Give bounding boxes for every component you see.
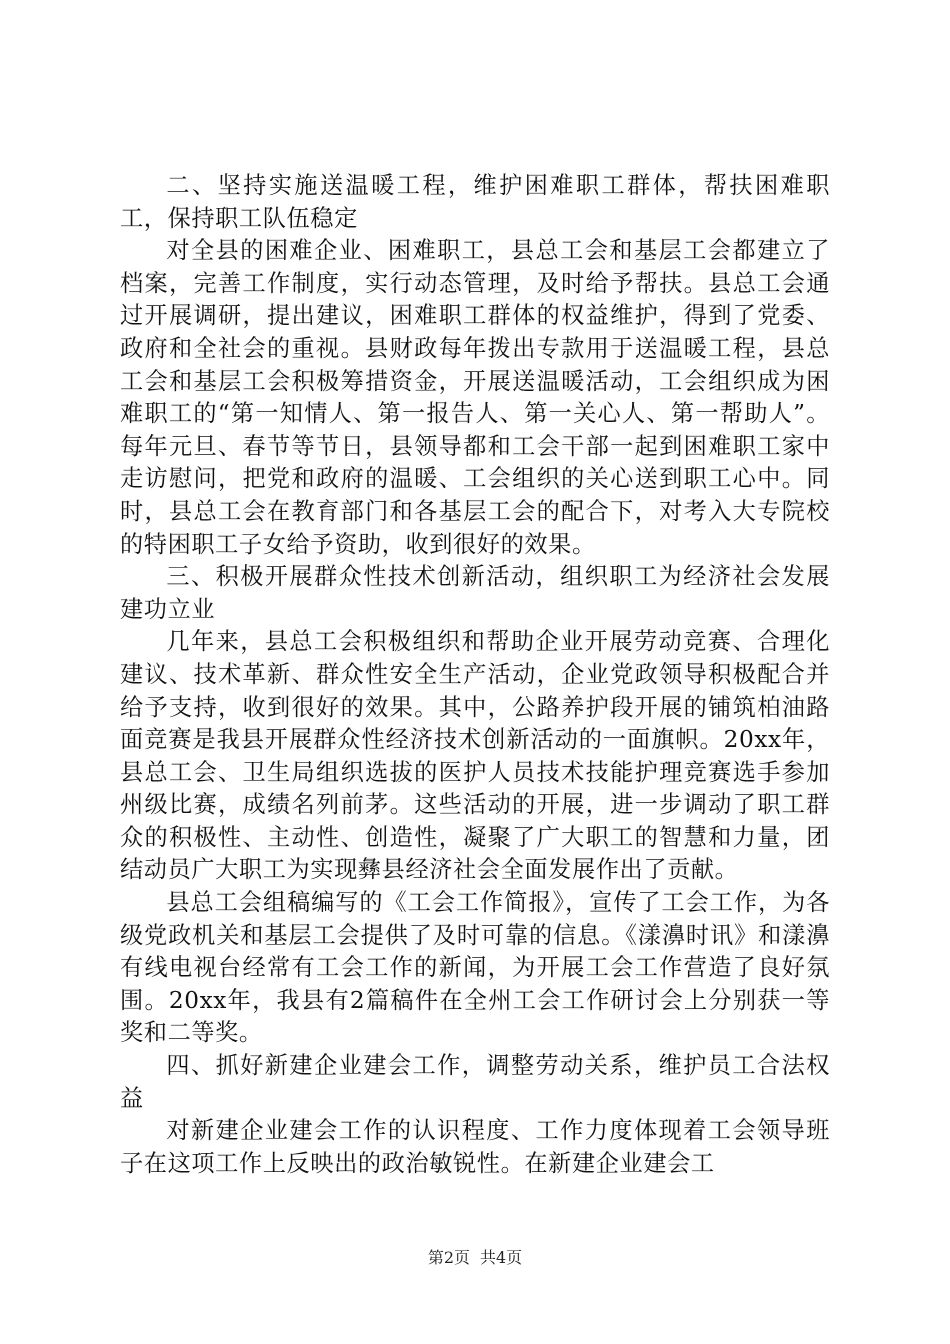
- section-heading-2: 二、坚持实施送温暖工程，维护困难职工群体，帮扶困难职工，保持职工队伍稳定: [120, 172, 830, 232]
- page-footer: [0, 1248, 950, 1268]
- body-paragraph: 县总工会组稿编写的《工会工作简报》，宣传了工会工作，为各级党政机关和基层工会提供了及时可靠的信息。《漾濞时讯》和漾濞有线电视台经常有工会工作的新闻，为开展工会工作营造了良好氛围。20xx年，我县有2篇稿件在全州工会工作研讨会上分别获一等奖和二等奖。: [120, 889, 830, 1047]
- section-heading-4: 四、抓好新建企业建会工作，调整劳动关系，维护员工合法权益: [120, 1052, 830, 1112]
- page-total: 共4页: [480, 1248, 523, 1267]
- body-paragraph: 对全县的困难企业、困难职工，县总工会和基层工会都建立了档案，完善工作制度，实行动态管理，及时给予帮扶。县总工会通过开展调研，提出建议，困难职工群体的权益维护，得到了党委、政府和全社会的重视。县财政每年拨出专款用于送温暖工程，县总工会和基层工会积极筹措资金，开展送温暖活动，工会组织成为困难职工的“第一知情人、第一报告人、第一关心人、第一帮助人”。每年元旦、春节等节日，县领导都和工会干部一起到困难职工家中走访慰问，把党和政府的温暖、工会组织的关心送到职工心中。同时，县总工会在教育部门和各基层工会的配合下，对考入大专院校的特困职工子女给予资助，收到很好的效果。: [120, 237, 830, 558]
- document-body: [120, 170, 830, 1180]
- page-number: 第2页: [427, 1248, 470, 1267]
- body-paragraph: 对新建企业建会工作的认识程度、工作力度体现着工会领导班子在这项工作上反映出的政治敏锐性。在新建企业建会工: [120, 1117, 830, 1177]
- section-heading-3: 三、积极开展群众性技术创新活动，组织职工为经济社会发展建功立业: [120, 563, 830, 623]
- body-paragraph: 几年来，县总工会积极组织和帮助企业开展劳动竞赛、合理化建议、技术革新、群众性安全生产活动，企业党政领导积极配合并给予支持，收到很好的效果。其中，公路养护段开展的铺筑柏油路面竞赛是我县开展群众性经济技术创新活动的一面旗帜。20xx年，县总工会、卫生局组织选拔的医护人员技术技能护理竞赛选手参加州级比赛，成绩名列前茅。这些活动的开展，进一步调动了职工群众的积极性、主动性、创造性，凝聚了广大职工的智慧和力量，团结动员广大职工为实现彝县经济社会全面发展作出了贡献。: [120, 628, 830, 884]
